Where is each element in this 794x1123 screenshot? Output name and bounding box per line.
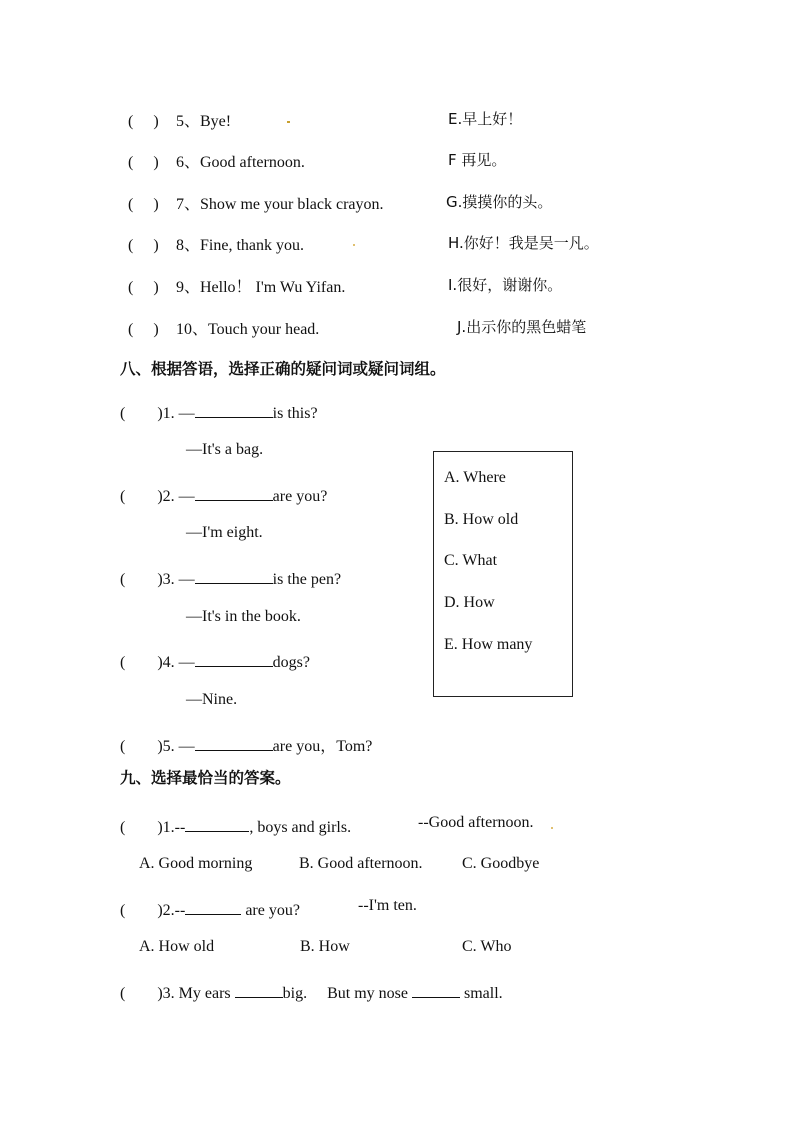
question-1 bbox=[120, 400, 318, 423]
dash: — bbox=[178, 571, 195, 588]
reply-4: —Nine. bbox=[186, 691, 238, 708]
match-item-5 bbox=[0, 108, 794, 132]
question-text: are you，Tom? bbox=[272, 738, 373, 755]
english-phrase: 5、Bye! bbox=[176, 113, 232, 130]
question-5 bbox=[120, 733, 372, 756]
answer-blank[interactable] bbox=[195, 486, 273, 501]
question-text: is this? bbox=[272, 405, 318, 422]
stray-mark bbox=[287, 121, 290, 123]
question-text: dogs? bbox=[272, 654, 310, 671]
question-number[interactable]: ( )3. bbox=[120, 571, 175, 588]
answer-paren[interactable]: ( ) bbox=[128, 321, 159, 338]
question-number[interactable]: ( )3. My ears bbox=[120, 985, 231, 1002]
question-text: are you? bbox=[272, 488, 328, 505]
answer-blank[interactable] bbox=[185, 817, 249, 832]
question-text: are you? bbox=[241, 902, 300, 919]
chinese-phrase: I.很好，谢谢你。 bbox=[448, 276, 563, 294]
reply-text: --Good afternoon. bbox=[418, 814, 534, 831]
question-2 bbox=[120, 483, 327, 506]
answer-paren[interactable]: ( ) bbox=[128, 154, 159, 171]
option-d: D. How bbox=[444, 594, 495, 611]
question-4 bbox=[120, 649, 310, 672]
match-item-6 bbox=[0, 149, 794, 173]
question-text: , boys and girls. bbox=[249, 819, 352, 836]
stray-mark bbox=[551, 827, 553, 829]
choices-9-2 bbox=[139, 938, 639, 960]
option-b: B. How old bbox=[444, 511, 519, 528]
answer-blank[interactable] bbox=[412, 983, 460, 998]
answer-blank[interactable] bbox=[195, 736, 273, 751]
question-3 bbox=[120, 566, 341, 589]
question-number[interactable]: ( )1.-- bbox=[120, 819, 186, 836]
choice-c[interactable]: C. Who bbox=[462, 938, 512, 955]
chinese-phrase: J.出示你的黑色蜡笔 bbox=[457, 318, 587, 336]
english-phrase: 9、Hello！ I'm Wu Yifan. bbox=[176, 279, 346, 296]
question-9-1 bbox=[120, 814, 351, 837]
answer-blank[interactable] bbox=[235, 983, 283, 998]
chinese-phrase: E.早上好！ bbox=[448, 110, 523, 128]
dash: — bbox=[178, 654, 195, 671]
stray-mark bbox=[353, 244, 355, 246]
reply-1: —It's a bag. bbox=[186, 441, 264, 458]
match-item-9 bbox=[0, 274, 794, 298]
option-e: E. How many bbox=[444, 636, 533, 653]
question-number[interactable]: ( )4. bbox=[120, 654, 175, 671]
dash: — bbox=[178, 738, 195, 755]
match-item-8 bbox=[0, 232, 794, 256]
question-9-2 bbox=[120, 897, 300, 920]
section-9-heading: 九、选择最恰当的答案。 bbox=[120, 769, 291, 787]
question-text: is the pen? bbox=[272, 571, 342, 588]
reply-2: —I'm eight. bbox=[186, 524, 263, 541]
section-8-heading: 八、根据答语，选择正确的疑问词或疑问词组。 bbox=[120, 360, 446, 378]
chinese-phrase: F 再见。 bbox=[448, 151, 507, 169]
question-number[interactable]: ( )1. bbox=[120, 405, 175, 422]
question-text: big. But my nose bbox=[282, 985, 408, 1002]
answer-blank[interactable] bbox=[195, 403, 273, 418]
english-phrase: 10、Touch your head. bbox=[176, 321, 320, 338]
choice-a[interactable]: A. How old bbox=[139, 938, 215, 955]
reply-3: —It's in the book. bbox=[186, 608, 301, 625]
chinese-phrase: G.摸摸你的头。 bbox=[446, 193, 553, 211]
answer-blank[interactable] bbox=[195, 652, 273, 667]
chinese-phrase: H.你好！我是吴一凡。 bbox=[448, 234, 599, 252]
question-text: small. bbox=[464, 985, 503, 1002]
answer-blank[interactable] bbox=[185, 900, 241, 915]
english-phrase: 7、Show me your black crayon. bbox=[176, 196, 384, 213]
match-item-10 bbox=[0, 316, 794, 340]
choice-a[interactable]: A. Good morning bbox=[139, 855, 253, 872]
options-box bbox=[433, 451, 573, 697]
dash: — bbox=[178, 488, 195, 505]
answer-paren[interactable]: ( ) bbox=[128, 196, 159, 213]
question-number[interactable]: ( )5. bbox=[120, 738, 175, 755]
option-a: A. Where bbox=[444, 469, 506, 486]
english-phrase: 8、Fine, thank you. bbox=[176, 237, 304, 254]
question-number[interactable]: ( )2.-- bbox=[120, 902, 186, 919]
dash: — bbox=[178, 405, 195, 422]
answer-paren[interactable]: ( ) bbox=[128, 279, 159, 296]
answer-blank[interactable] bbox=[195, 569, 273, 584]
question-number[interactable]: ( )2. bbox=[120, 488, 175, 505]
choice-b[interactable]: B. How bbox=[300, 938, 350, 955]
choice-c[interactable]: C. Goodbye bbox=[462, 855, 540, 872]
reply-text: --I'm ten. bbox=[358, 897, 417, 914]
answer-paren[interactable]: ( ) bbox=[128, 113, 159, 130]
question-9-3 bbox=[120, 980, 503, 1003]
answer-paren[interactable]: ( ) bbox=[128, 237, 159, 254]
option-c: C. What bbox=[444, 552, 498, 569]
choices-9-1 bbox=[139, 855, 639, 877]
choice-b[interactable]: B. Good afternoon. bbox=[299, 855, 423, 872]
match-item-7 bbox=[0, 191, 794, 215]
english-phrase: 6、Good afternoon. bbox=[176, 154, 305, 171]
